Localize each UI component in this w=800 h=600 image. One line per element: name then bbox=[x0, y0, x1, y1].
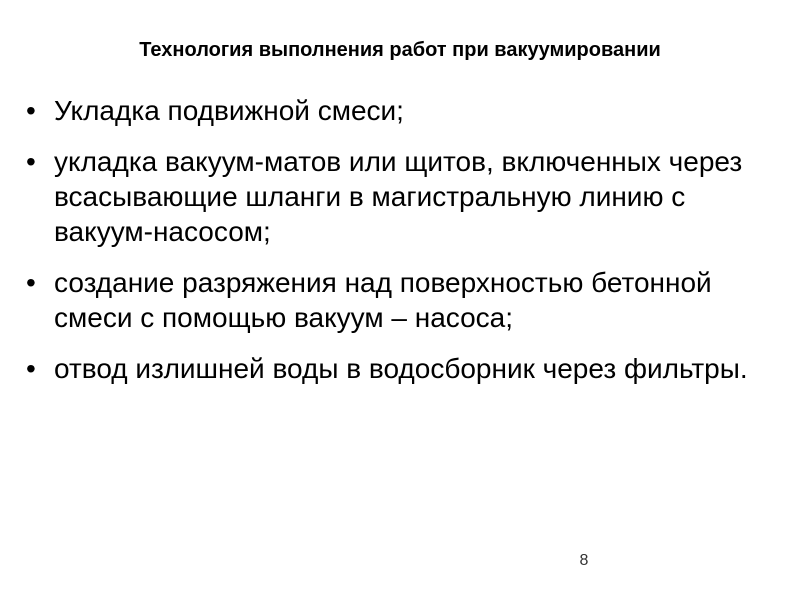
list-item bbox=[26, 144, 778, 249]
bullet-icon: • bbox=[26, 146, 36, 177]
bullet-list bbox=[26, 93, 778, 402]
bullet-icon: • bbox=[26, 267, 36, 298]
list-item bbox=[26, 351, 778, 386]
slide-title: Технология выполнения работ при вакуумировании bbox=[139, 39, 661, 61]
bullet-text: создание разряжения над поверхностью бетонной смеси с помощью вакуум – насоса; bbox=[54, 267, 712, 333]
page-number: 8 bbox=[579, 552, 589, 569]
bullet-icon: • bbox=[26, 95, 36, 126]
bullet-text: укладка вакуум-матов или щитов, включенных через всасывающие шланги в магистральную линию с вакуум-насосом; bbox=[54, 146, 743, 247]
list-item bbox=[26, 93, 778, 128]
bullet-icon: • bbox=[26, 353, 36, 384]
list-item bbox=[26, 265, 778, 335]
bullet-text: отвод излишней воды в водосборник через фильтры. bbox=[54, 353, 748, 384]
bullet-text: Укладка подвижной смеси; bbox=[54, 95, 404, 126]
